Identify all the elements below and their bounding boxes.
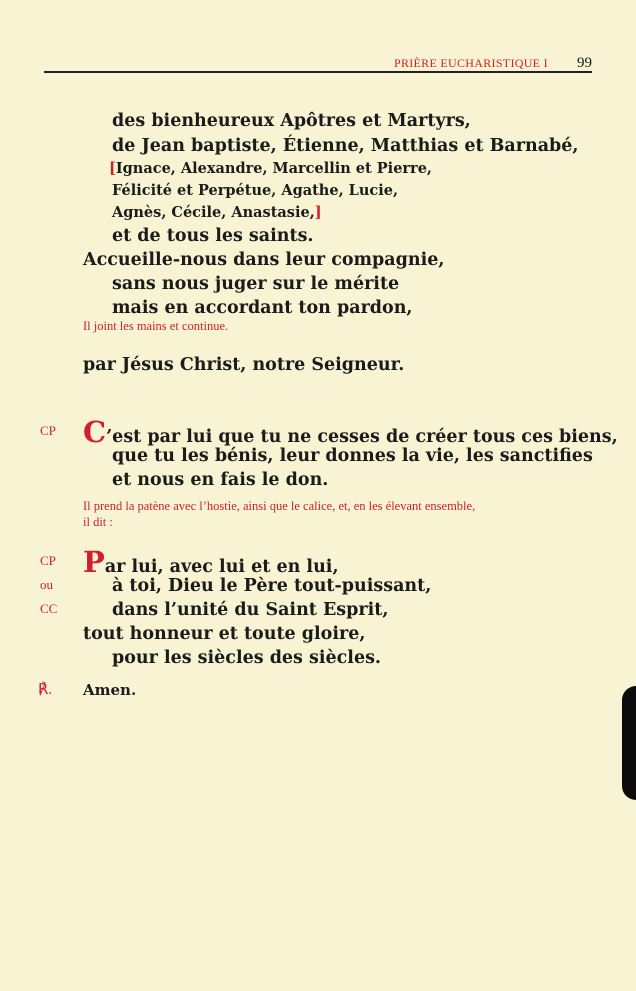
rubric: il dit : bbox=[83, 515, 113, 529]
bracket-open: [ bbox=[109, 160, 116, 177]
text-line: que tu les bénis, leur donnes la vie, les sanctifies bbox=[112, 446, 593, 466]
text-line: sans nous juger sur le mérite bbox=[112, 274, 400, 294]
speaker-marker: CC bbox=[40, 601, 58, 616]
speaker-marker: CP bbox=[40, 553, 56, 568]
text-line: des bienheureux Apôtres et Martyrs, bbox=[112, 111, 471, 131]
text-line: Accueille-nous dans leur compagnie, bbox=[83, 250, 445, 270]
rubric: Il prend la patène avec l’hostie, ainsi que le calice, et, en les élevant ensemble, bbox=[83, 499, 476, 513]
text-line: pour les siècles des siècles. bbox=[112, 648, 382, 668]
speaker-marker: CP bbox=[40, 423, 56, 438]
page-edge-tab bbox=[622, 686, 636, 800]
text-line: de Jean baptiste, Étienne, Matthias et Barnabé, bbox=[112, 136, 579, 156]
text-line: mais en accordant ton pardon, bbox=[112, 298, 413, 318]
drop-cap: C bbox=[83, 415, 107, 449]
text-line: dans l’unité du Saint Esprit, bbox=[112, 600, 389, 620]
response-text: Amen. bbox=[83, 681, 137, 699]
running-title: PRIÈRE EUCHARISTIQUE I bbox=[393, 56, 548, 70]
text-line: et nous en fais le don. bbox=[112, 470, 329, 490]
header-rule bbox=[44, 71, 592, 73]
text-line-optional: Félicité et Perpétue, Agathe, Lucie, bbox=[112, 182, 399, 199]
rubric: Il joint les mains et continue. bbox=[83, 319, 229, 333]
text-line: et de tous les saints. bbox=[112, 226, 314, 246]
response-marker: ℟. bbox=[38, 682, 53, 698]
drop-cap: P bbox=[83, 545, 105, 579]
text-line: C’est par lui que tu ne cesses de créer tous ces biens, bbox=[83, 415, 618, 449]
speaker-marker: ou bbox=[40, 577, 53, 592]
page-header bbox=[44, 52, 592, 72]
page-number: 99 bbox=[577, 55, 592, 71]
text-line: par Jésus Christ, notre Seigneur. bbox=[83, 355, 405, 375]
text-line: à toi, Dieu le Père tout-puissant, bbox=[112, 576, 432, 596]
text-line: tout honneur et toute gloire, bbox=[83, 624, 366, 644]
bracket-close: ] bbox=[314, 204, 322, 221]
text-line-optional: Agnès, Cécile, Anastasie,] bbox=[112, 204, 322, 221]
text-line-optional: [Ignace, Alexandre, Marcellin et Pierre, bbox=[109, 160, 432, 177]
text-line: Par lui, avec lui et en lui, bbox=[83, 545, 339, 579]
